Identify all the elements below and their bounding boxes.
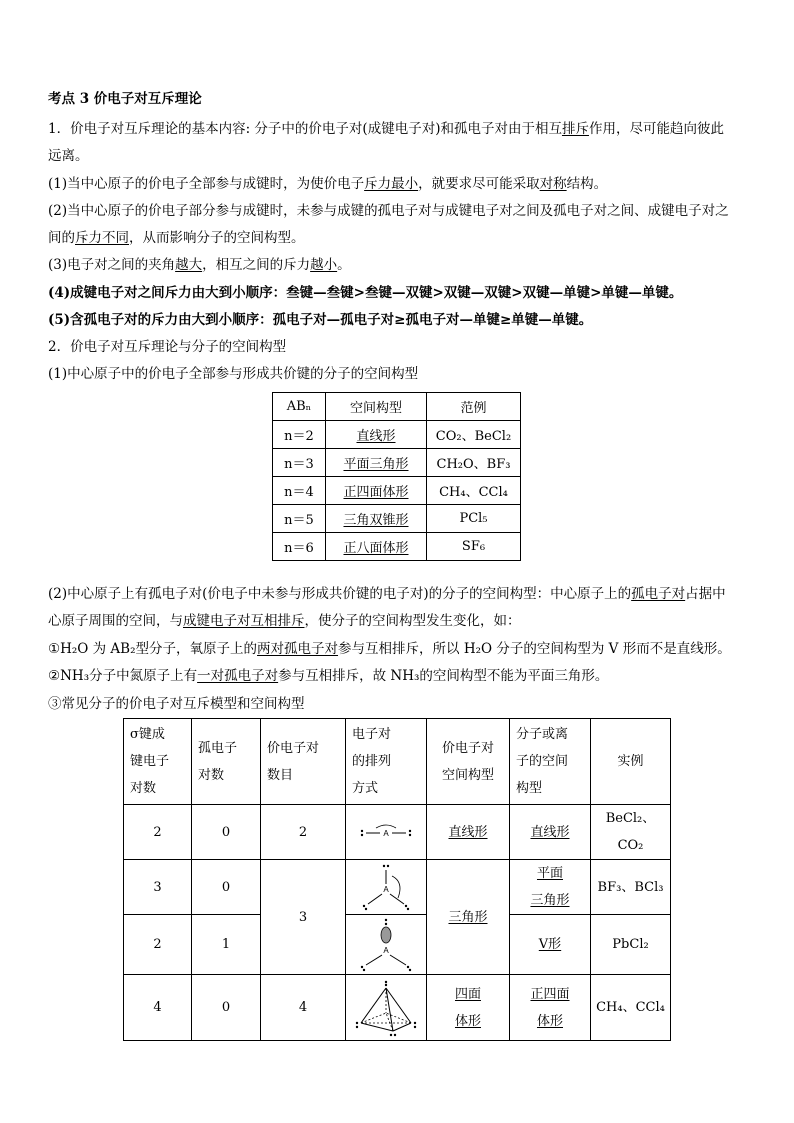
table-row: 4 0 4 四面 体形 正四面 体形 CH₄、CCl₄ xyxy=(124,975,671,1041)
paragraph-1-cont: 远离。 xyxy=(48,148,89,164)
trigonal-arrangement-diagram xyxy=(346,860,427,915)
table-row: n＝3 平面三角形 CH₂O、BF₃ xyxy=(273,449,521,477)
svg-text:A: A xyxy=(383,885,389,894)
paragraph-9-cont: 心原子周围的空间，与成键电子对互相排斥，使分子的空间构型发生变化，如： xyxy=(48,613,521,629)
paragraph-7: 2．价电子对互斥理论与分子的空间构型 xyxy=(48,339,287,355)
paragraph-2: (1)当中心原子的价电子全部参与成键时，为使价电子斥力最小，就要求尽可能采取对称结构。 xyxy=(48,176,608,192)
table-row: 2 0 2 A 直线形 直线形 BeCl₂、 CO₂ xyxy=(124,805,671,860)
paragraph-12: ③常见分子的价电子对互斥模型和空间构型 xyxy=(48,696,305,712)
paragraph-3: (2)当中心原子的价电子部分参与成键时，未参与成键的孤电子对与成键电子对之间及孤电子对之间、成键电子对之 xyxy=(48,203,729,219)
paragraph-10: ①H₂O 为 AB₂型分子，氧原子上的两对孤电子对参与互相排斥，所以 H₂O 分子的空间构型为 V 形而不是直线形。 xyxy=(48,641,731,657)
shape-table xyxy=(272,392,521,561)
svg-text:A: A xyxy=(383,829,389,838)
paragraph-5: (4)成键电子对之间斥力由大到小顺序：叁键—叁键>叁键—双键>双键—双键>双键—单键>单键—单键。 xyxy=(48,285,683,301)
linear-arrangement-diagram xyxy=(346,805,427,860)
table-row: 3 0 3 A 三角形 平面 三角形 BF₃、BCl₃ xyxy=(124,860,671,915)
table-row: n＝5 三角双锥形 PCl₅ xyxy=(273,505,521,533)
svg-text:A: A xyxy=(383,945,389,955)
paragraph-8: (1)中心原子中的价电子全部参与形成共价键的分子的空间构型 xyxy=(48,366,419,382)
paragraph-11: ②NH₃分子中氮原子上有一对孤电子对参与互相排斥，故 NH₃的空间构型不能为平面三角形。 xyxy=(48,668,609,684)
paragraph-6: (5)含孤电子对的斥力由大到小顺序：孤电子对—孤电子对≥孤电子对—单键≥单键—单键。 xyxy=(48,312,593,328)
tetrahedral-arrangement-diagram xyxy=(346,975,427,1041)
table-row: n＝2 直线形 CO₂、BeCl₂ xyxy=(273,421,521,449)
section-title: 考点 3 价电子对互斥理论 xyxy=(48,91,202,107)
table-header-row: σ键成 键电子 对数 孤电子 对数 价电子对 数目 电子对 的排列 方式 价电子对 空间构型 分子或离 子的空间 构型 实例 xyxy=(124,719,671,805)
table-row: n＝6 正八面体形 SF₆ xyxy=(273,533,521,561)
paragraph-1: 1．价电子对互斥理论的基本内容: 分子中的价电子对(成键电子对)和孤电子对由于相互排斥作用，尽可能趋向彼此 xyxy=(48,121,724,137)
table-row: 2 1 A V形 PbCl₂ xyxy=(124,915,671,975)
bent-arrangement-diagram xyxy=(346,915,427,975)
table-row: n＝4 正四面体形 CH₄、CCl₄ xyxy=(273,477,521,505)
table-header-row: ABₙ 空间构型 范例 xyxy=(273,393,521,421)
paragraph-4: (3)电子对之间的夹角越大，相互之间的斥力越小。 xyxy=(48,257,351,273)
paragraph-3-cont: 间的斥力不同，从而影响分子的空间构型。 xyxy=(48,230,305,246)
paragraph-9: (2)中心原子上有孤电子对(价电子中未参与形成共价键的电子对)的分子的空间构型：中心原子上的孤电子对占据中 xyxy=(48,586,726,602)
vsepr-table xyxy=(123,718,671,1041)
